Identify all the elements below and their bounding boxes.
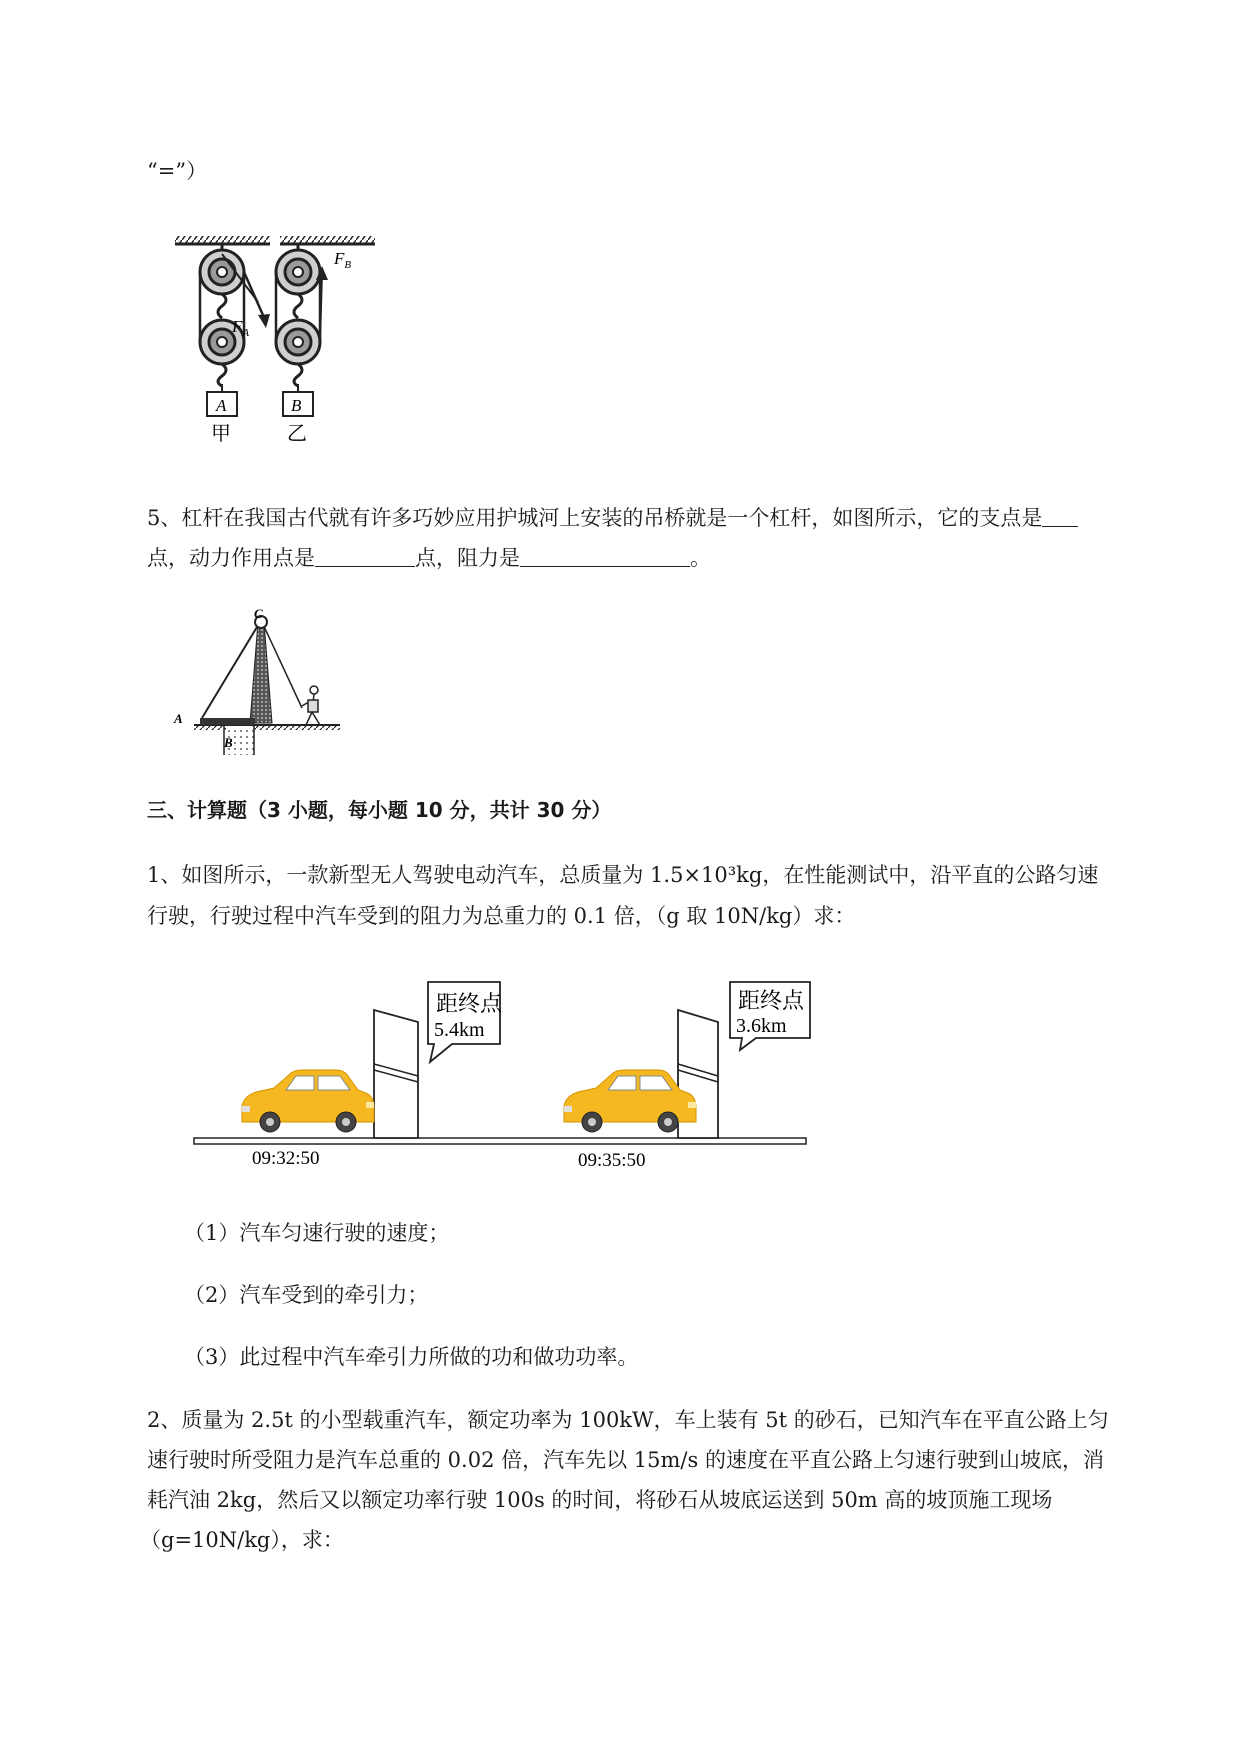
bridge-deck xyxy=(200,718,255,725)
force-a-label: $F_A$ xyxy=(232,317,250,339)
pulley-system-b xyxy=(276,244,328,416)
car-2 xyxy=(564,1070,696,1132)
q5-blank-effort-point[interactable] xyxy=(315,544,415,567)
q2-line-1: 2、质量为 2.5t 的小型载重汽车，额定功率为 100kW，车上装有 5t 的砂石，已知汽车在平直公路上匀 xyxy=(147,1408,1109,1432)
label-c: C xyxy=(254,608,263,621)
q1-part-1: （1）汽车匀速行驶的速度； xyxy=(184,1221,450,1245)
q1-part-2: （2）汽车受到的牵引力； xyxy=(184,1283,429,1307)
person-pulling xyxy=(302,686,320,725)
car-1 xyxy=(242,1070,374,1132)
label-b: B xyxy=(224,735,233,750)
box-a-label: A xyxy=(216,396,227,415)
q5-blank-fulcrum[interactable] xyxy=(1042,504,1078,527)
box-b-label: B xyxy=(291,396,302,415)
sign1-title: 距终点 xyxy=(436,991,503,1016)
sign2-title: 距终点 xyxy=(738,988,805,1013)
q1-line-1: 1、如图所示，一款新型无人驾驶电动汽车，总质量为 1.5×10³kg，在性能测试中，沿平直的公路匀速 xyxy=(147,863,1099,887)
car-distance-figure xyxy=(190,970,830,1190)
q2-line-3: 耗汽油 2kg，然后又以额定功率行驶 100s 的时间，将砂石从坡底运送到 50m 高的坡顶施工现场 xyxy=(147,1488,1053,1512)
q2-line-4: （g=10N/kg），求： xyxy=(140,1528,344,1552)
time-2: 09:35:50 xyxy=(578,1150,646,1171)
section-3-heading: 三、计算题（3 小题，每小题 10 分，共计 30 分） xyxy=(147,798,612,822)
sign2-value: 3.6km xyxy=(736,1015,787,1037)
previous-question-fragment: “=”） xyxy=(147,159,208,183)
q2-line-2: 速行驶时所受阻力是汽车总重的 0.02 倍，汽车先以 15m/s 的速度在平直公路上匀速行驶到山坡底，消 xyxy=(147,1448,1104,1472)
label-a: A xyxy=(174,711,183,726)
drawbridge-figure xyxy=(172,608,342,758)
road xyxy=(194,1138,806,1144)
force-b-label: $F_B$ xyxy=(334,249,352,271)
q5-blank-resistance[interactable] xyxy=(520,544,690,567)
caption-jia: 甲 xyxy=(211,423,231,445)
q1-part-3: （3）此过程中汽车牵引力所做的功和做功功率。 xyxy=(184,1345,639,1369)
caption-yi: 乙 xyxy=(287,423,307,445)
pulley-figure xyxy=(170,232,410,462)
q5-line-1: 5、杠杆在我国古代就有许多巧妙应用护城河上安装的吊桥就是一个杠杆，如图所示，它的支点是 xyxy=(147,503,1078,533)
q1-line-2: 行驶，行驶过程中汽车受到的阻力为总重力的 0.1 倍，（g 取 10N/kg）求： xyxy=(147,904,856,928)
q5-line-2: 点，动力作用点是 点，阻力是 。 xyxy=(147,546,711,570)
sign1-value: 5.4km xyxy=(434,1019,485,1041)
time-1: 09:32:50 xyxy=(252,1148,320,1169)
